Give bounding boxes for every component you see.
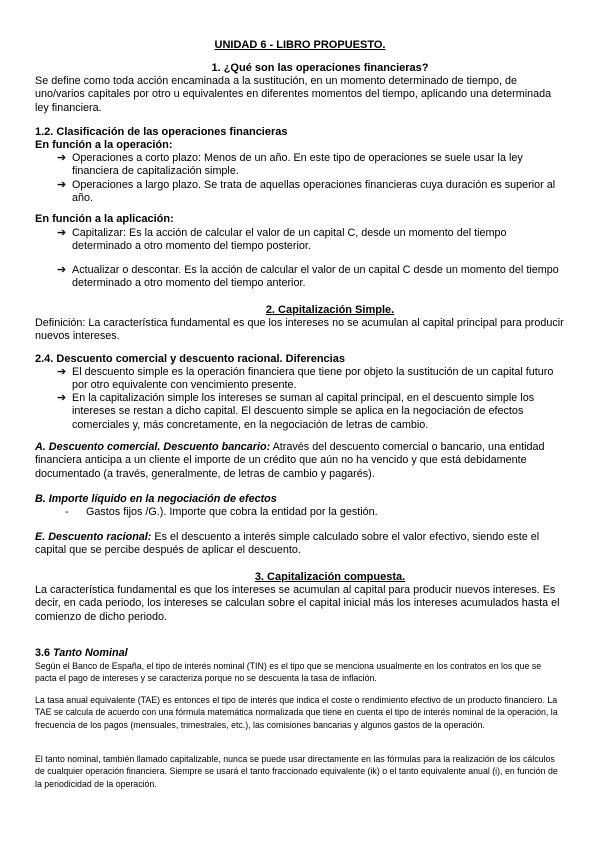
arrow-icon: ➔ bbox=[57, 264, 67, 276]
section-3-heading-text: 3. Capitalización compuesta. bbox=[254, 571, 406, 583]
list-item-text: Operaciones a largo plazo. Se trata de aquellas operaciones financieras cuya duración es superior al año. bbox=[72, 179, 556, 205]
application-subheading: En función a la aplicación: bbox=[35, 213, 174, 225]
arrow-icon: ➔ bbox=[57, 152, 67, 164]
section-2-body: Definición: La característica fundamental es que los intereses no se acumulan al capital principal para producir nuevos intereses. bbox=[35, 317, 564, 343]
section-3-body: La característica fundamental es que los intereses se acumulan al capital para producir nuevos intereses. Es decir, en cada periodo, los intereses se calculan sobre el capital inicial más los intereses acumulados hasta el comienzo de dicho periodo. bbox=[35, 584, 560, 623]
rational-discount-text: Es el descuento a interés simple calculado sobre el valor efectivo, siendo este el capital que se percibe después de aplicar el descuento. bbox=[35, 531, 540, 557]
list-item bbox=[57, 227, 567, 254]
list-item-text: Gastos fijos /G.). Importe que cobra la entidad por la gestión. bbox=[86, 506, 378, 518]
list-item-text: El descuento simple es la operación financiera que tiene por objeto la sustitución de un capital futuro por otro equivalente con vencimiento presente. bbox=[72, 366, 554, 392]
rational-discount-paragraph bbox=[35, 531, 565, 558]
nominal-rate-paragraph-1: Según el Banco de España, el tipo de interés nominal (TIN) es el tipo que se menciona usualmente en los contratos en los que se pacta el pago de intereses y se caracteriza porque no se descuenta la tasa de inflación. bbox=[35, 661, 542, 684]
list-item-text: Operaciones a corto plazo: Menos de un año. En este tipo de operaciones se suele usar la ley financiera de capitalización simple. bbox=[72, 152, 523, 178]
section-2-4-heading: 2.4. Descuento comercial y descuento racional. Diferencias bbox=[35, 353, 345, 365]
nominal-rate-paragraph-2: La tasa anual equivalente (TAE) es entonces el tipo de interés que indica el coste o rendimiento efectivo de un producto financiero. La TAE se calcula de acuerdo con una fórmula matemática normalizada que tiene en cuenta el tipo de interés nominal de la operación, la frecuencia de los pagos (mensuales, trimestrales, etc.), las comisiones bancarias y algunos gastos de la operación. bbox=[35, 695, 558, 730]
list-item-text: En la capitalización simple los intereses se suman al capital principal, en el descuento simple los intereses se restan a dicho capital. El descuento simple se aplica en la negociación de efectos comerciales y, más concretamente, en la negociación de letras de cambio. bbox=[72, 392, 535, 431]
net-amount-heading: B. Importe líquido en la negociación de efectos bbox=[35, 493, 277, 505]
list-item-text: Capitalizar: Es la acción de calcular el valor de un capital C, desde un momento del tiempo determinado a otro momento del tiempo posterior. bbox=[72, 227, 507, 253]
list-item bbox=[57, 392, 567, 432]
arrow-icon: ➔ bbox=[57, 227, 67, 239]
section-1-2-heading: 1.2. Clasificación de las operaciones financieras bbox=[35, 126, 288, 138]
list-item bbox=[57, 366, 567, 393]
unit-title: UNIDAD 6 - LIBRO PROPUESTO. bbox=[214, 39, 386, 51]
dash-icon: - bbox=[65, 506, 69, 518]
arrow-icon: ➔ bbox=[57, 366, 67, 378]
commercial-discount-text: Através del descuento comercial o bancario, una entidad financiera anticipa a un cliente el importe de un crédito que aún no ha vencido y que está debidamente documentado (a través, generalmente, de letras de cambio y pagarés). bbox=[35, 441, 545, 480]
rational-discount-label: E. Descuento racional: bbox=[35, 531, 152, 543]
commercial-discount-paragraph bbox=[35, 441, 565, 481]
list-item bbox=[57, 506, 567, 519]
section-1-heading: 1. ¿Qué son las operaciones financieras? bbox=[211, 62, 429, 74]
section-2-heading-text: 2. Capitalización Simple. bbox=[265, 304, 395, 316]
section-3-heading bbox=[130, 571, 530, 584]
section-2-heading bbox=[130, 304, 530, 317]
section-3-6-number: 3.6 bbox=[35, 647, 54, 659]
list-item-text: Actualizar o descontar. Es la acción de calcular el valor de un capital C desde un momento del tiempo determinado a otro momento del tiempo anterior. bbox=[72, 264, 559, 290]
list-item bbox=[57, 152, 567, 179]
arrow-icon: ➔ bbox=[57, 392, 67, 404]
commercial-discount-label: A. Descuento comercial. Descuento bancario: bbox=[35, 441, 271, 453]
nominal-rate-paragraph-3: El tanto nominal, también llamado capitalizable, nunca se puede usar directamente en las fórmulas para la realización de los cálculos de cualquier operación financiera. Siempre se usará el tanto fraccionado equivalente (ik) o el tanto equivalente anual (i), en función de la periodicidad de la operación. bbox=[35, 754, 558, 789]
section-3-6-heading bbox=[35, 647, 565, 660]
list-item bbox=[57, 264, 567, 291]
section-3-6-title: Tanto Nominal bbox=[53, 647, 128, 659]
section-1-body: Se define como toda acción encaminada a la sustitución, en un momento determinado de tiempo, de uno/varios capitales por otro u equivalentes en diferentes momentos del tiempo, aplicando una determinada ley financiera. bbox=[35, 75, 552, 114]
arrow-icon: ➔ bbox=[57, 179, 67, 191]
list-item bbox=[57, 179, 567, 206]
operation-subheading: En función a la operación: bbox=[35, 139, 173, 151]
